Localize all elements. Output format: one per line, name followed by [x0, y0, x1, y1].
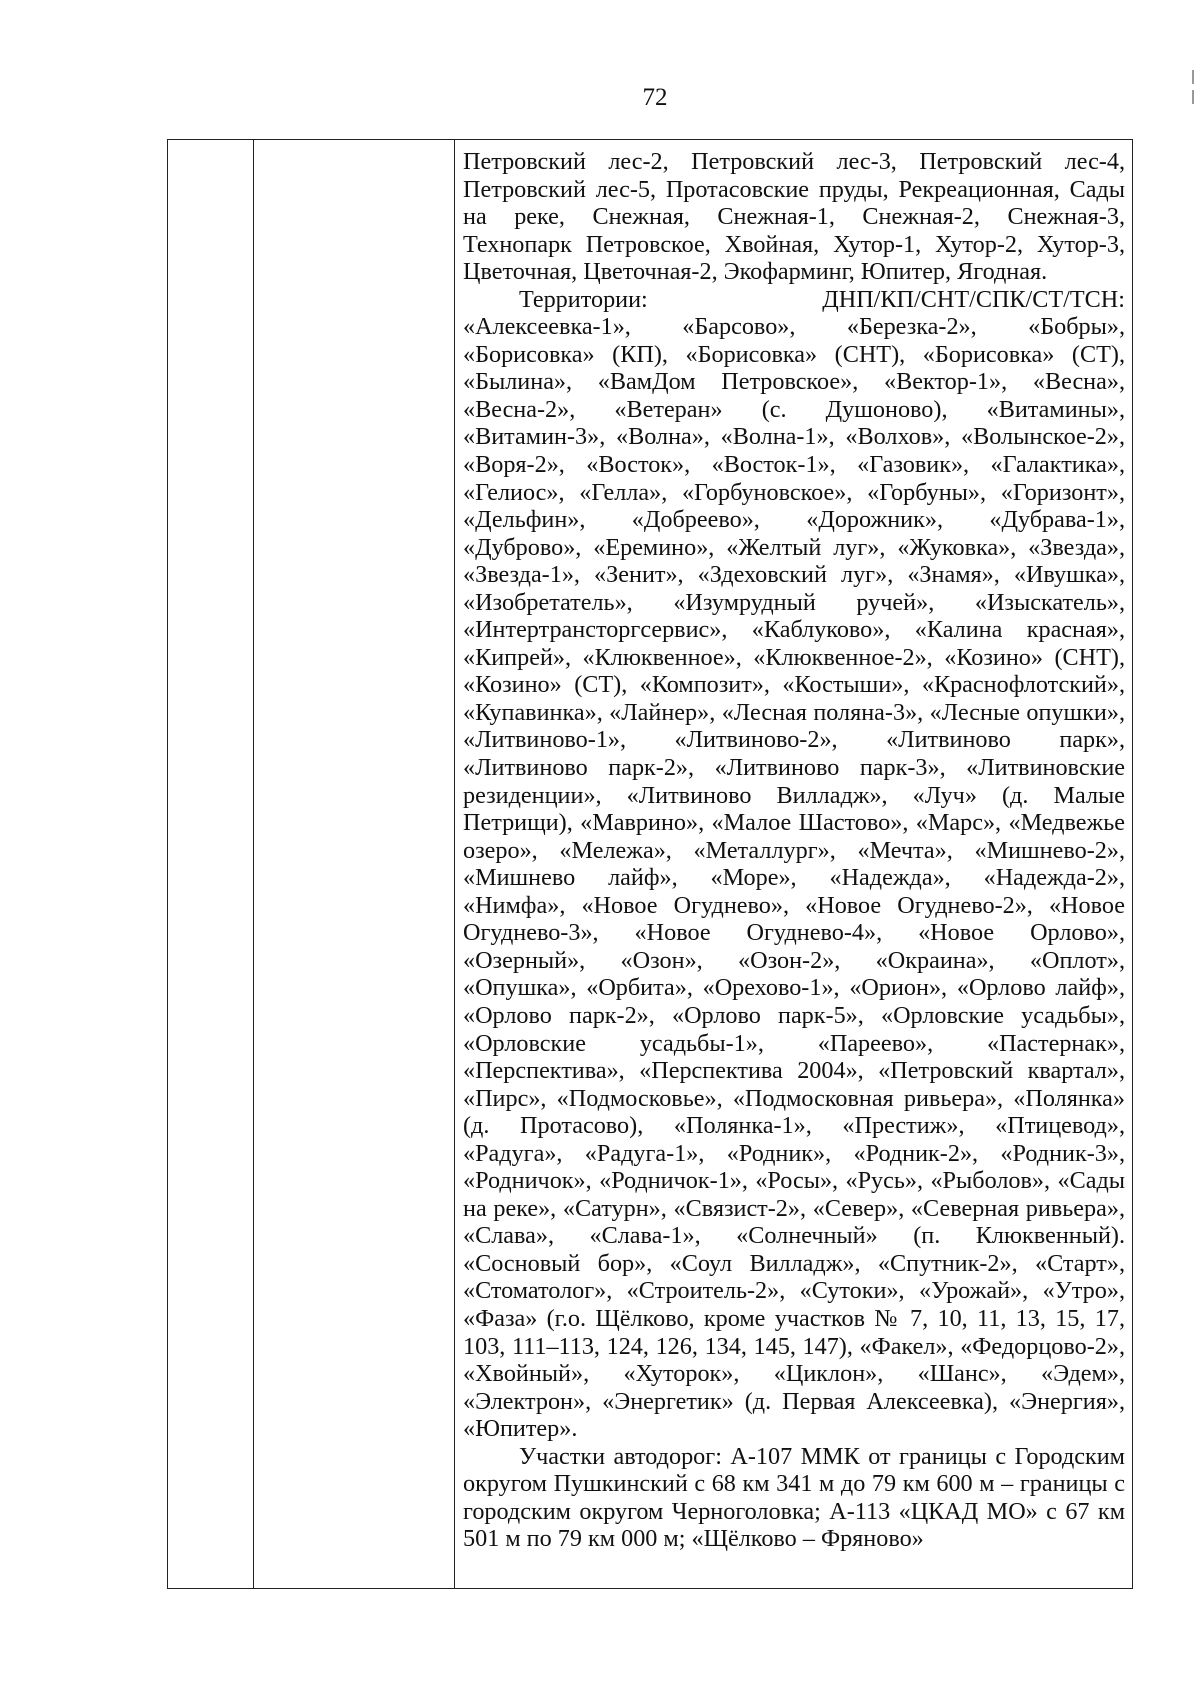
- page-number: 72: [642, 84, 668, 111]
- paragraph-territories: Территории: ДНП/КП/СНТ/СПК/СТ/ТСН: «Алексеевка-1», «Барсово», «Березка-2», «Бобры», «Борисовка» (КП), «Борисовка» (СНТ), «Борисовка» (СТ), «Былина», «ВамДом Петровское», «Вектор-1», «Весна», «Весна-2», «Ветеран» (с. Душоново), «Витамины», «Витамин-3», «Волна», «Волна-1», «Волхов», «Волынское-2», «Воря-2», «Восток», «Восток-1», «Газовик», «Галактика», «Гелиос», «Гелла», «Горбуновское», «Горбуны», «Горизонт», «Дельфин», «Добреево», «Дорожник», «Дубрава-1», «Дуброво», «Еремино», «Желтый луг», «Жуковка», «Звезда», «Звезда-1», «Зенит», «Здеховский луг», «Знамя», «Ивушка», «Изобретатель», «Изумрудный ручей», «Изыскатель», «Интертрансторгсервис», «Каблуково», «Калина красная», «Кипрей», «Клюквенное», «Клюквенное-2», «Козино» (СНТ), «Козино» (СТ), «Композит», «Костыши», «Краснофлотский», «Купавинка», «Лайнер», «Лесная поляна-3», «Лесные опушки», «Литвиново-1», «Литвиново-2», «Литвиново парк», «Литвиново парк-2», «Литвиново парк-3», «Литвиновские резиденции», «Литвиново Вилладж», «Луч» (д. Малые Петрищи), «Маврино», «Малое Шастово», «Марс», «Медвежье озеро», «Мележа», «Металлург», «Мечта», «Мишнево-2», «Мишнево лайф», «Море», «Надежда», «Надежда-2», «Нимфа», «Новое Огуднево», «Новое Огуднево-2», «Новое Огуднево-3», «Новое Огуднево-4», «Новое Орлово», «Озерный», «Озон», «Озон-2», «Окраина», «Оплот», «Опушка», «Орбита», «Орехово-1», «Орион», «Орлово лайф», «Орлово парк-2», «Орлово парк-5», «Орловские усадьбы», «Орловские усадьбы-1», «Пареево», «Пастернак», «Перспектива», «Перспектива 2004», «Петровский квартал», «Пирс», «Подмосковье», «Подмосковная ривьера», «Полянка» (д. Протасово), «Полянка-1», «Престиж», «Птицевод», «Радуга», «Радуга-1», «Родник», «Родник-2», «Родник-3», «Родничок», «Родничок-1», «Росы», «Русь», «Рыболов», «Сады на реке», «Сатурн», «Связист-2», «Север», «Северная ривьера», «Слава», «Слава-1», «Солнечный» (п. Клюквенный). «Сосновый бор», «Соул Вилладж», «Спутник-2», «Старт», «Стоматолог», «Строитель-2», «Сутоки», «Урожай», «Утро», «Фаза» (г.о. Щёлково, кроме участков № 7, 10, 11, 13, 15, 17, 103, 111–113, 124, 126, 134, 145, 147), «Факел», «Федорцово-2», «Хвойный», «Хуторок», «Циклон», «Шанс», «Эдем», «Электрон», «Энергетик» (д. Первая Алексеевка), «Энергия», «Юпитер».: [463, 285, 1125, 1443]
- scan-artifact: [1192, 90, 1194, 104]
- scan-artifact: [1192, 70, 1194, 84]
- column-divider: [253, 140, 254, 1588]
- table-cell-content: [463, 148, 1125, 1553]
- paragraph-road-sections: Участки автодорог: А-107 ММК от границы с Городским округом Пушкинский с 68 км 341 м до 79 км 600 м – границы с городским округом Черноголовка; А-113 «ЦКАД МО» с 67 км 501 м по 79 км 000 м; «Щёлково – Фряново»: [463, 1442, 1125, 1553]
- document-table: [167, 139, 1133, 1589]
- column-divider: [454, 140, 455, 1588]
- paragraph-list-continuation: Петровский лес-2, Петровский лес-3, Петровский лес-4, Петровский лес-5, Протасовские пруды, Рекреационная, Сады на реке, Снежная, Снежная-1, Снежная-2, Снежная-3, Технопарк Петровское, Хвойная, Хутор-1, Хутор-2, Хутор-3, Цветочная, Цветочная-2, Экофарминг, Юпитер, Ягодная.: [463, 148, 1125, 286]
